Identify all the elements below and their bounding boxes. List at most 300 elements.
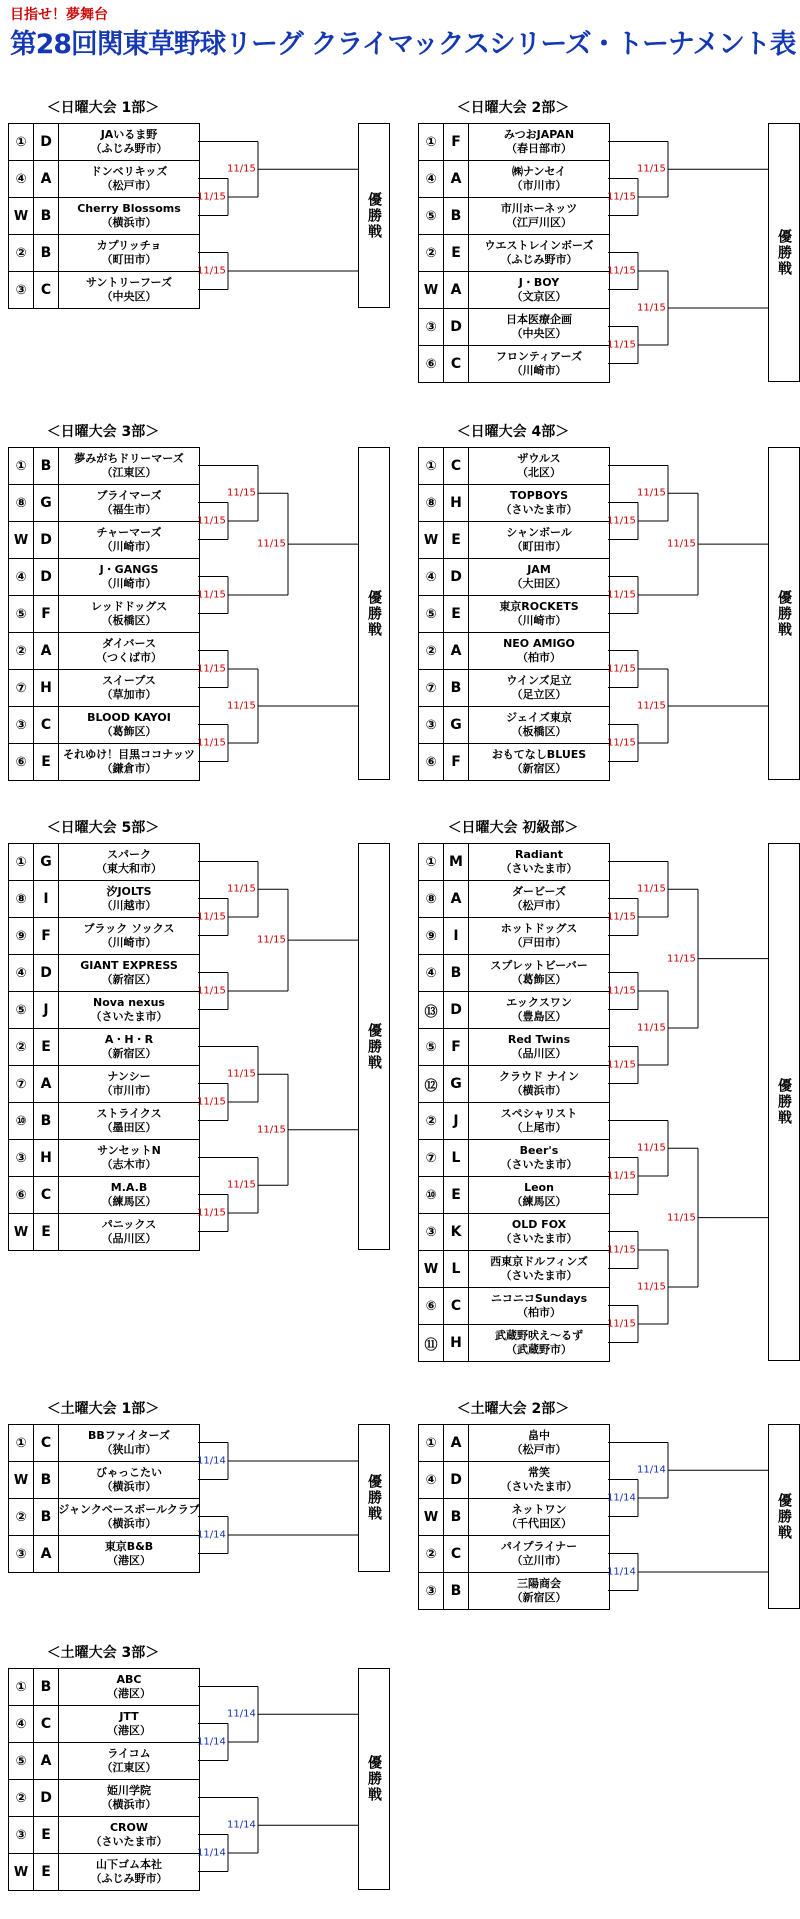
team-cell xyxy=(469,124,609,160)
seed-cell: ④ xyxy=(9,559,34,595)
team-row xyxy=(419,272,609,309)
team-city: （新宿区） xyxy=(511,762,567,775)
division-header: ＜土曜大会 2部＞ xyxy=(456,1401,570,1417)
match-date: 11/15 xyxy=(227,163,256,175)
team-cell xyxy=(59,124,199,160)
team-table xyxy=(418,447,610,781)
division-cell: B xyxy=(34,235,59,271)
team-table xyxy=(8,1668,200,1891)
page-title: 第28回関東草野球リーグ クライマックスシリーズ・トーナメント表 xyxy=(10,29,796,60)
team-row xyxy=(419,346,609,383)
team-row xyxy=(9,1536,199,1573)
team-row xyxy=(419,1029,609,1066)
team-cell xyxy=(469,1425,609,1461)
team-city: （川崎市） xyxy=(101,936,157,949)
team-city: （横浜市） xyxy=(101,1480,157,1493)
team-city: （品川区） xyxy=(511,1047,567,1060)
team-city: （豊島区） xyxy=(511,1010,567,1023)
team-cell xyxy=(469,844,609,880)
division-cell: H xyxy=(34,670,59,706)
team-cell xyxy=(59,1780,199,1816)
division-cell: D xyxy=(34,559,59,595)
match-date: 11/15 xyxy=(197,191,226,203)
division-cell: C xyxy=(34,1177,59,1213)
team-name: ABC xyxy=(116,1673,142,1686)
division-cell: C xyxy=(34,1425,59,1461)
final-box xyxy=(768,1424,800,1609)
final-box xyxy=(358,1668,390,1890)
team-cell xyxy=(469,596,609,632)
team-cell xyxy=(59,1066,199,1102)
team-cell xyxy=(59,1499,199,1535)
team-name: ザウルス xyxy=(517,452,561,465)
match-date: 11/15 xyxy=(637,883,666,895)
team-row xyxy=(9,1706,199,1743)
division-cell: F xyxy=(444,1029,469,1065)
team-name: NEO AMIGO xyxy=(503,637,575,650)
team-city: （さいたま市） xyxy=(90,1835,168,1848)
seed-cell: ③ xyxy=(419,707,444,743)
match-date: 11/15 xyxy=(607,911,636,923)
division-cell: B xyxy=(34,198,59,234)
team-name: Cherry Blossoms xyxy=(77,202,181,215)
match-date: 11/14 xyxy=(197,1847,226,1859)
team-city: （板橋区） xyxy=(511,725,567,738)
team-cell xyxy=(59,161,199,197)
team-name: ネットワン xyxy=(511,1503,567,1516)
division-cell: A xyxy=(444,272,469,308)
division-cell: F xyxy=(34,918,59,954)
team-city: （狭山市） xyxy=(101,1443,157,1456)
team-city: （松戸市） xyxy=(511,899,567,912)
division-cell: C xyxy=(34,1706,59,1742)
team-city: （千代田区） xyxy=(506,1517,572,1530)
team-row xyxy=(419,1573,609,1610)
division-cell: A xyxy=(34,161,59,197)
team-name: ブラック ソックス xyxy=(83,922,175,935)
team-city: （江東区） xyxy=(101,466,157,479)
team-row xyxy=(9,1066,199,1103)
team-cell xyxy=(59,1462,199,1498)
seed-cell: W xyxy=(9,1854,34,1890)
seed-cell: ⑤ xyxy=(9,992,34,1028)
team-cell xyxy=(59,918,199,954)
seed-cell: ⑫ xyxy=(419,1066,444,1102)
division-cell: B xyxy=(34,1499,59,1535)
bracket-block xyxy=(418,817,800,1363)
team-cell xyxy=(59,1029,199,1065)
division-cell: G xyxy=(444,707,469,743)
team-cell xyxy=(469,1325,609,1361)
team-city: （葛飾区） xyxy=(101,725,157,738)
team-table xyxy=(418,123,610,383)
team-cell xyxy=(59,448,199,484)
match-date: 11/15 xyxy=(667,953,696,965)
division-header: ＜日曜大会 3部＞ xyxy=(46,424,160,440)
division-header: ＜土曜大会 1部＞ xyxy=(46,1401,160,1417)
seed-cell: ⑨ xyxy=(419,918,444,954)
division-cell: B xyxy=(444,670,469,706)
division-cell: C xyxy=(34,707,59,743)
division-cell: A xyxy=(34,1536,59,1572)
team-city: （さいたま市） xyxy=(500,1480,578,1493)
match-date: 11/15 xyxy=(197,1096,226,1108)
team-city: （松戸市） xyxy=(101,179,157,192)
division-cell: A xyxy=(444,161,469,197)
match-date: 11/15 xyxy=(607,1059,636,1071)
seed-cell: ① xyxy=(9,448,34,484)
team-city: （横浜市） xyxy=(101,216,157,229)
team-city: （町田市） xyxy=(511,540,567,553)
team-cell xyxy=(469,272,609,308)
team-name: スプレットビーバー xyxy=(490,959,588,972)
team-row xyxy=(419,124,609,161)
seed-cell: ⑤ xyxy=(9,1743,34,1779)
subtitle: 目指せ！夢舞台 xyxy=(10,7,108,23)
team-row xyxy=(419,522,609,559)
team-cell xyxy=(469,918,609,954)
seed-cell: W xyxy=(9,198,34,234)
team-row xyxy=(419,744,609,781)
team-name: BBファイターズ xyxy=(88,1429,170,1442)
team-row xyxy=(419,1066,609,1103)
match-date: 11/15 xyxy=(197,265,226,277)
team-row xyxy=(419,918,609,955)
team-name: みつおJAPAN xyxy=(503,128,575,141)
team-city: （さいたま市） xyxy=(500,1269,578,1282)
team-name: 武蔵野吠え～るず xyxy=(495,1329,583,1342)
division-cell: C xyxy=(444,1288,469,1324)
seed-cell: ⑦ xyxy=(419,1140,444,1176)
match-date: 11/14 xyxy=(197,1736,226,1748)
match-date: 11/14 xyxy=(637,1464,666,1476)
team-name: ウインズ足立 xyxy=(506,674,572,687)
seed-cell: ⑥ xyxy=(9,1177,34,1213)
team-row xyxy=(9,1177,199,1214)
seed-cell: W xyxy=(419,1499,444,1535)
team-name: ダイバース xyxy=(101,637,156,650)
team-cell xyxy=(59,844,199,880)
team-city: （練馬区） xyxy=(511,1195,567,1208)
team-name: ナンシー xyxy=(107,1070,151,1083)
team-row xyxy=(419,1425,609,1462)
seed-cell: ③ xyxy=(9,1817,34,1853)
division-cell: C xyxy=(444,1536,469,1572)
division-cell: M xyxy=(444,844,469,880)
division-cell: B xyxy=(34,1462,59,1498)
team-cell xyxy=(59,1817,199,1853)
team-row xyxy=(9,448,199,485)
seed-cell: ① xyxy=(9,844,34,880)
division-cell: G xyxy=(34,485,59,521)
team-name: ホットドッグス xyxy=(500,922,578,935)
team-city: （新宿区） xyxy=(101,1047,157,1060)
team-name: ニコニコSundays xyxy=(490,1292,588,1305)
team-name: ダービーズ xyxy=(511,885,566,898)
team-cell xyxy=(469,1251,609,1287)
team-name: スパーク xyxy=(107,848,151,861)
seed-cell: ① xyxy=(419,448,444,484)
final-label: 優勝戦 xyxy=(366,1474,382,1522)
team-name: Nova nexus xyxy=(93,996,165,1009)
seed-cell: ⑥ xyxy=(419,744,444,780)
match-date: 11/15 xyxy=(637,302,666,314)
team-row xyxy=(9,559,199,596)
team-name: CROW xyxy=(109,1821,149,1834)
seed-cell: W xyxy=(419,1251,444,1287)
match-date: 11/15 xyxy=(607,663,636,675)
team-table xyxy=(418,843,610,1362)
bracket-block xyxy=(8,421,398,782)
team-cell xyxy=(469,992,609,1028)
seed-cell: ⑦ xyxy=(419,670,444,706)
seed-cell: ③ xyxy=(9,272,34,308)
team-row xyxy=(9,955,199,992)
team-cell xyxy=(469,559,609,595)
match-date: 11/15 xyxy=(197,985,226,997)
seed-cell: ⑧ xyxy=(419,485,444,521)
match-date: 11/15 xyxy=(227,700,256,712)
bracket-block xyxy=(418,97,800,384)
team-cell xyxy=(59,559,199,595)
team-row xyxy=(9,272,199,309)
team-cell xyxy=(59,744,199,780)
team-city: （町田市） xyxy=(101,253,157,266)
team-row xyxy=(419,1288,609,1325)
team-city: （志木市） xyxy=(101,1158,157,1171)
division-cell: F xyxy=(444,124,469,160)
team-name: 汐JOLTS xyxy=(106,885,152,898)
team-cell xyxy=(59,235,199,271)
team-row xyxy=(9,707,199,744)
team-table xyxy=(8,1424,200,1573)
final-box xyxy=(768,123,800,382)
match-date: 11/15 xyxy=(227,487,256,499)
division-cell: G xyxy=(34,844,59,880)
final-box xyxy=(358,447,390,780)
seed-cell: ⑩ xyxy=(419,1177,444,1213)
seed-cell: W xyxy=(9,1462,34,1498)
division-cell: B xyxy=(34,448,59,484)
match-date: 11/15 xyxy=(607,1318,636,1330)
match-date: 11/15 xyxy=(607,589,636,601)
division-cell: L xyxy=(444,1140,469,1176)
team-city: （立川市） xyxy=(511,1554,567,1567)
team-city: （北区） xyxy=(517,466,561,479)
team-row xyxy=(9,1462,199,1499)
division-cell: A xyxy=(34,1066,59,1102)
seed-cell: ② xyxy=(9,235,34,271)
team-row xyxy=(419,448,609,485)
team-name: JAいるま野 xyxy=(100,128,158,141)
match-date: 11/15 xyxy=(607,1170,636,1182)
seed-cell: ① xyxy=(9,1425,34,1461)
team-city: （春日部市） xyxy=(506,142,572,155)
team-name: スペシャリスト xyxy=(500,1107,578,1120)
division-cell: L xyxy=(444,1251,469,1287)
match-date: 11/15 xyxy=(197,663,226,675)
team-city: （大田区） xyxy=(511,577,567,590)
match-date: 11/15 xyxy=(637,163,666,175)
team-city: （文京区） xyxy=(511,290,567,303)
team-name: フロンティアーズ xyxy=(495,350,583,363)
team-name: びゃっこたい xyxy=(96,1466,162,1479)
match-date: 11/15 xyxy=(637,1022,666,1034)
division-cell: K xyxy=(444,1214,469,1250)
match-date: 11/14 xyxy=(197,1529,226,1541)
team-city: （江戸川区） xyxy=(506,216,572,229)
final-box xyxy=(358,843,390,1250)
team-city: （市川市） xyxy=(511,179,567,192)
seed-cell: ④ xyxy=(419,559,444,595)
team-name: ドンベリキッズ xyxy=(90,165,168,178)
seed-cell: ② xyxy=(9,1029,34,1065)
seed-cell: ④ xyxy=(419,1462,444,1498)
match-date: 11/14 xyxy=(227,1708,256,1720)
division-cell: E xyxy=(34,744,59,780)
team-row xyxy=(9,161,199,198)
division-cell: H xyxy=(34,1140,59,1176)
team-name: Red Twins xyxy=(507,1033,571,1046)
seed-cell: ④ xyxy=(419,955,444,991)
team-cell xyxy=(469,744,609,780)
match-date: 11/15 xyxy=(227,1179,256,1191)
team-row xyxy=(419,596,609,633)
final-label: 優勝戦 xyxy=(776,1492,792,1541)
team-city: （松戸市） xyxy=(511,1443,567,1456)
division-cell: D xyxy=(444,992,469,1028)
team-name: ブライマーズ xyxy=(96,489,162,502)
division-cell: D xyxy=(444,309,469,345)
team-city: （さいたま市） xyxy=(500,503,578,516)
match-date: 11/15 xyxy=(197,589,226,601)
team-city: （葛飾区） xyxy=(511,973,567,986)
team-city: （柏市） xyxy=(517,651,561,664)
seed-cell: ② xyxy=(419,1103,444,1139)
team-row xyxy=(419,485,609,522)
team-city: （鎌倉市） xyxy=(101,762,157,775)
team-cell xyxy=(469,707,609,743)
match-date: 11/15 xyxy=(257,1124,286,1136)
team-name: J・BOY xyxy=(518,276,560,289)
team-row xyxy=(9,1103,199,1140)
division-cell: H xyxy=(444,1325,469,1361)
team-row xyxy=(9,1817,199,1854)
team-row xyxy=(9,1743,199,1780)
team-row xyxy=(9,1854,199,1891)
team-city: （川崎市） xyxy=(101,540,157,553)
team-cell xyxy=(59,1743,199,1779)
team-row xyxy=(419,235,609,272)
seed-cell: ④ xyxy=(9,161,34,197)
match-date: 11/15 xyxy=(607,1244,636,1256)
team-cell xyxy=(59,1536,199,1572)
team-city: （さいたま市） xyxy=(500,1158,578,1171)
division-cell: D xyxy=(444,559,469,595)
team-row xyxy=(419,955,609,992)
team-name: サンセットN xyxy=(97,1144,161,1157)
team-city: （川越市） xyxy=(101,899,157,912)
seed-cell: ③ xyxy=(9,707,34,743)
seed-cell: ③ xyxy=(419,1214,444,1250)
division-header: ＜日曜大会 4部＞ xyxy=(456,424,570,440)
match-date: 11/15 xyxy=(257,538,286,550)
seed-cell: ③ xyxy=(419,309,444,345)
team-cell xyxy=(59,596,199,632)
team-cell xyxy=(469,1288,609,1324)
division-cell: E xyxy=(34,1854,59,1890)
match-date: 11/15 xyxy=(227,1068,256,1080)
team-name: ライコム xyxy=(107,1747,151,1760)
bracket-block xyxy=(8,817,398,1252)
team-cell xyxy=(469,1499,609,1535)
division-cell: E xyxy=(444,235,469,271)
division-cell: G xyxy=(444,1066,469,1102)
division-cell: D xyxy=(444,1462,469,1498)
team-name: ストライクス xyxy=(96,1107,162,1120)
team-city: （練馬区） xyxy=(101,1195,157,1208)
team-name: 常笑 xyxy=(528,1466,550,1479)
seed-cell: ③ xyxy=(9,1536,34,1572)
team-city: （川崎市） xyxy=(511,364,567,377)
team-row xyxy=(9,1780,199,1817)
team-cell xyxy=(59,955,199,991)
seed-cell: ⑧ xyxy=(9,485,34,521)
team-row xyxy=(9,1425,199,1462)
team-name: 日本医療企画 xyxy=(506,313,572,326)
team-name: スイープス xyxy=(102,674,156,687)
team-cell xyxy=(469,670,609,706)
seed-cell: ② xyxy=(9,1499,34,1535)
division-cell: B xyxy=(444,1573,469,1609)
team-name: JAM xyxy=(527,563,551,576)
division-cell: C xyxy=(34,272,59,308)
team-city: （草加市） xyxy=(101,688,157,701)
team-city: （武蔵野市） xyxy=(506,1343,572,1356)
division-cell: A xyxy=(34,1743,59,1779)
match-date: 11/15 xyxy=(607,191,636,203)
team-city: （市川市） xyxy=(101,1084,157,1097)
team-cell xyxy=(469,1029,609,1065)
division-cell: B xyxy=(34,1103,59,1139)
seed-cell: W xyxy=(9,1214,34,1250)
team-row xyxy=(419,1214,609,1251)
team-name: ㈱ナンセイ xyxy=(511,165,567,178)
division-cell: F xyxy=(34,596,59,632)
team-row xyxy=(9,918,199,955)
team-city: （港区） xyxy=(107,1554,151,1567)
seed-cell: ② xyxy=(9,1780,34,1816)
team-name: サントリーフーズ xyxy=(85,276,173,289)
team-city: （福生市） xyxy=(101,503,157,516)
team-row xyxy=(9,670,199,707)
team-cell xyxy=(469,235,609,271)
seed-cell: ⑤ xyxy=(419,596,444,632)
team-cell xyxy=(469,1536,609,1572)
team-cell xyxy=(59,1103,199,1139)
team-city: （さいたま市） xyxy=(500,862,578,875)
seed-cell: ⑥ xyxy=(419,1288,444,1324)
team-city: （ふじみ野市） xyxy=(90,1872,168,1885)
team-cell xyxy=(469,1462,609,1498)
seed-cell: W xyxy=(419,272,444,308)
team-city: （中央区） xyxy=(511,327,567,340)
team-row xyxy=(9,844,199,881)
team-row xyxy=(419,559,609,596)
team-cell xyxy=(59,1177,199,1213)
team-row xyxy=(419,1462,609,1499)
seed-cell: ⑩ xyxy=(9,1103,34,1139)
